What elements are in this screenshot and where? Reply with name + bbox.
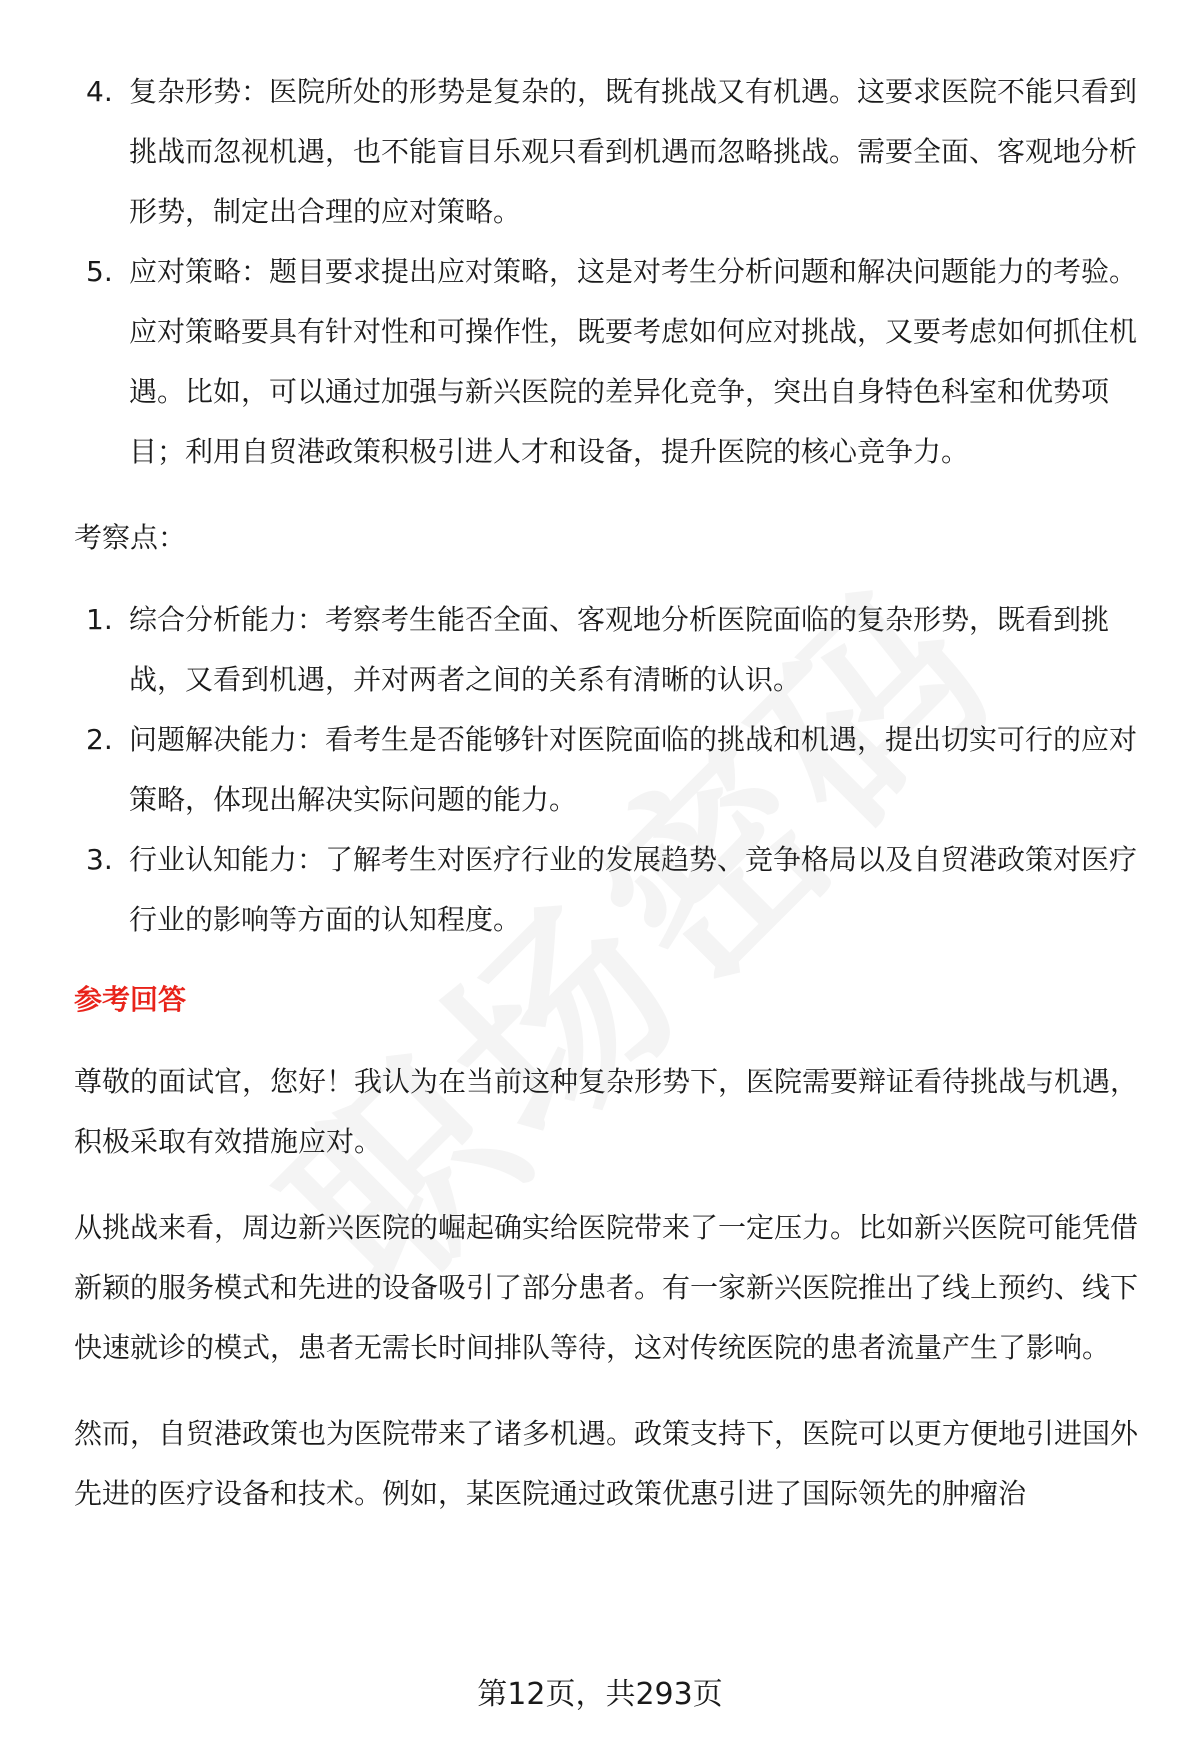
- list-item-number: 5.: [86, 255, 113, 288]
- list-item: [74, 830, 1154, 950]
- list-item: [74, 590, 1154, 710]
- list-item-number: 4.: [86, 75, 113, 108]
- list-item-text: 复杂形势：医院所处的形势是复杂的，既有挑战又有机遇。这要求医院不能只看到挑战而忽视机遇，也不能盲目乐观只看到机遇而忽略挑战。需要全面、客观地分析形势，制定出合理的应对策略。: [129, 75, 1138, 228]
- list-continued: [74, 62, 1154, 482]
- answer-heading: 参考回答: [74, 983, 187, 1016]
- document-body: [74, 62, 1154, 1524]
- answer-paragraph: 从挑战来看，周边新兴医院的崛起确实给医院带来了一定压力。比如新兴医院可能凭借新颖的服务模式和先进的设备吸引了部分患者。有一家新兴医院推出了线上预约、线下快速就诊的模式，患者无需长时间排队等待，这对传统医院的患者流量产生了影响。: [74, 1211, 1139, 1364]
- list-item: [74, 62, 1154, 242]
- list-item: [74, 710, 1154, 830]
- kaochadian-label: 考察点：: [74, 521, 187, 554]
- list-kaochadian: [74, 590, 1154, 950]
- list-item: [74, 242, 1154, 482]
- list-item-number: 2.: [86, 723, 113, 756]
- list-item-text: 综合分析能力：考察考生能否全面、客观地分析医院面临的复杂形势，既看到挑战，又看到机遇，并对两者之间的关系有清晰的认识。: [129, 603, 1110, 696]
- list-item-text: 问题解决能力：看考生是否能够针对医院面临的挑战和机遇，提出切实可行的应对策略，体现出解决实际问题的能力。: [129, 723, 1138, 816]
- answer-paragraph: 尊敬的面试官，您好！我认为在当前这种复杂形势下，医院需要辩证看待挑战与机遇，积极采取有效措施应对。: [74, 1065, 1139, 1158]
- answer-paragraph: 然而，自贸港政策也为医院带来了诸多机遇。政策支持下，医院可以更方便地引进国外先进的医疗设备和技术。例如，某医院通过政策优惠引进了国际领先的肿瘤治: [74, 1417, 1139, 1510]
- list-item-number: 1.: [86, 603, 113, 636]
- page-number-footer: 第12页，共293页: [477, 1677, 723, 1712]
- list-item-text: 行业认知能力：了解考生对医疗行业的发展趋势、竞争格局以及自贸港政策对医疗行业的影响等方面的认知程度。: [129, 843, 1138, 936]
- list-item-text: 应对策略：题目要求提出应对策略，这是对考生分析问题和解决问题能力的考验。应对策略要具有针对性和可操作性，既要考虑如何应对挑战，又要考虑如何抓住机遇。比如，可以通过加强与新兴医院的差异化竞争，突出自身特色科室和优势项目；利用自贸港政策积极引进人才和设备，提升医院的核心竞争力。: [129, 255, 1138, 468]
- list-item-number: 3.: [86, 843, 113, 876]
